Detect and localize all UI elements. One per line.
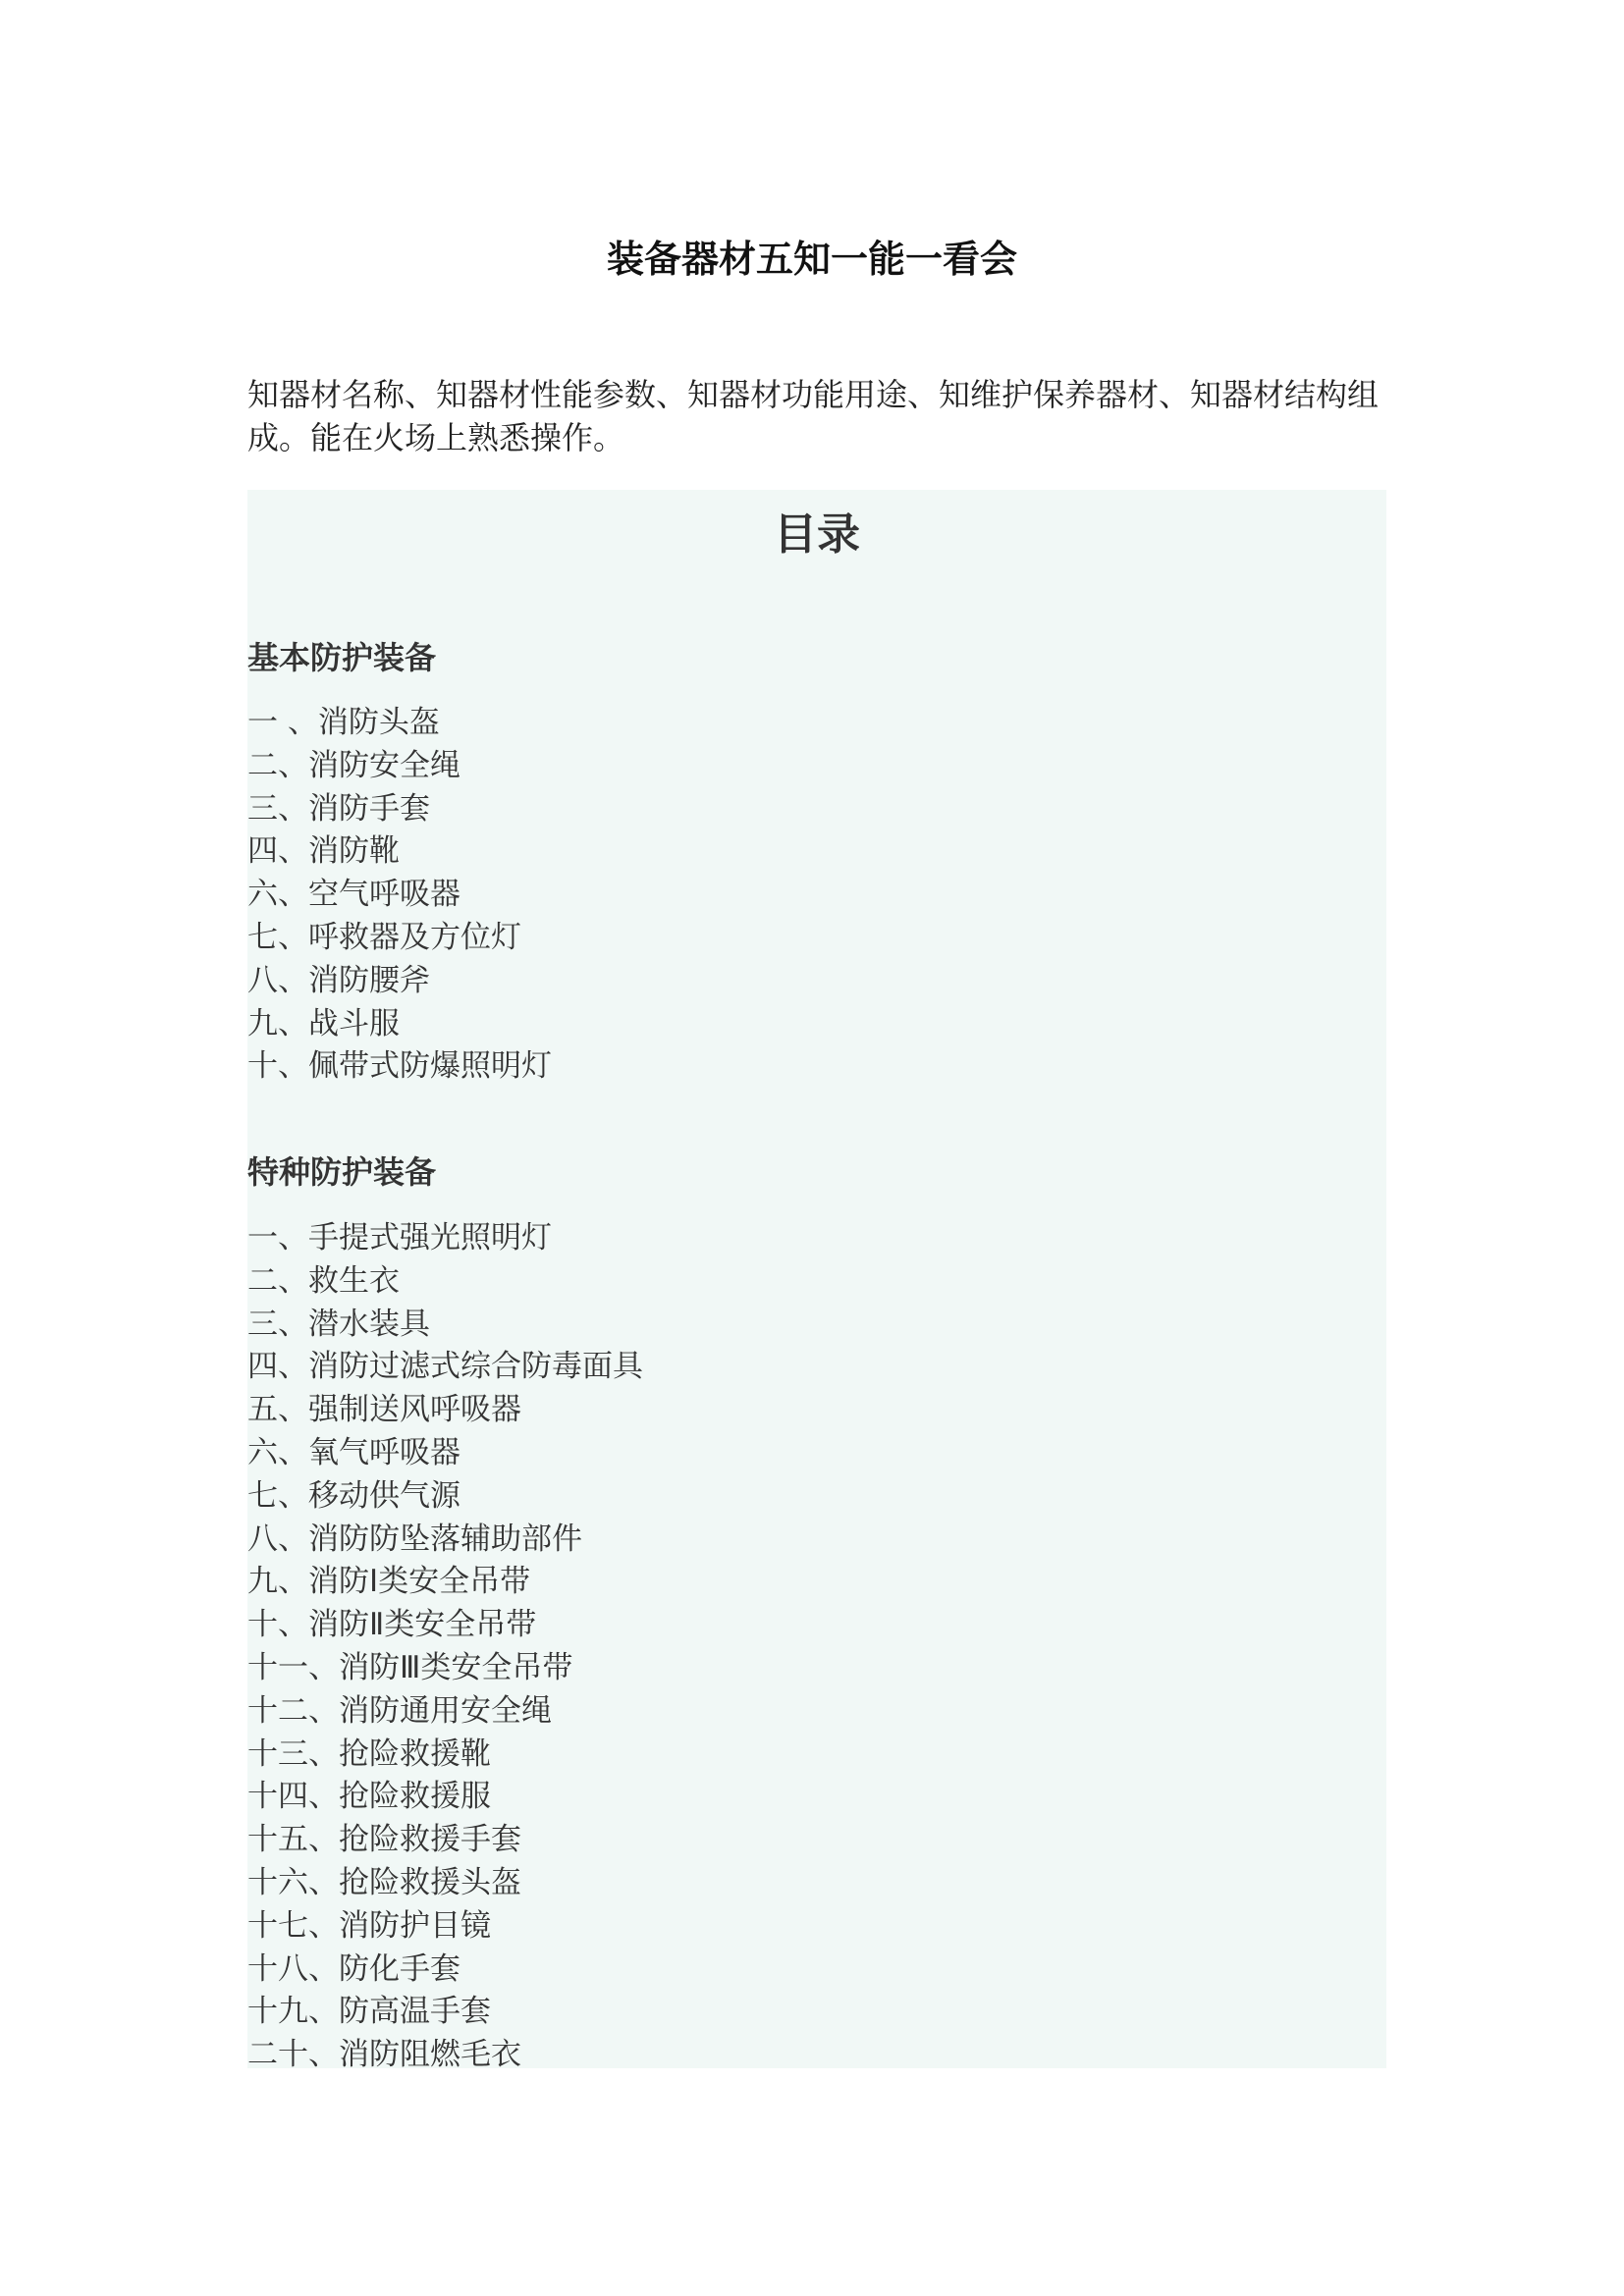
toc-item[interactable]: 十、消防Ⅱ类安全吊带 [247, 1607, 537, 1643]
toc-item[interactable]: 三、潜水装具 [247, 1306, 430, 1342]
toc-item[interactable]: 四、消防过滤式综合防毒面具 [247, 1349, 643, 1385]
section-heading-special-protection: 特种防护装备 [247, 1153, 437, 1191]
toc-item[interactable]: 九、战斗服 [247, 1005, 400, 1041]
toc-item[interactable]: 七、呼救器及方位灯 [247, 919, 521, 955]
toc-item[interactable]: 十四、抢险救援服 [247, 1779, 491, 1815]
toc-item[interactable]: 八、消防防坠落辅助部件 [247, 1521, 582, 1557]
toc-list-special-protection [247, 1217, 643, 2077]
toc-item[interactable]: 十五、抢险救援手套 [247, 1822, 521, 1858]
toc-title: 目录 [774, 509, 860, 560]
toc-item[interactable]: 五、强制送风呼吸器 [247, 1392, 521, 1428]
toc-list-basic-protection [247, 702, 552, 1089]
toc-item[interactable]: 十八、防化手套 [247, 1950, 460, 1987]
toc-item[interactable]: 七、移动供气源 [247, 1477, 460, 1514]
toc-item[interactable]: 四、消防靴 [247, 833, 400, 870]
toc-item[interactable]: 十三、抢险救援靴 [247, 1735, 491, 1772]
toc-item[interactable]: 十六、抢险救援头盔 [247, 1864, 521, 1900]
toc-item[interactable]: 三、消防手套 [247, 790, 430, 827]
section-heading-basic-protection: 基本防护装备 [247, 639, 437, 676]
toc-item[interactable]: 一 、消防头盔 [247, 705, 440, 740]
toc-item[interactable]: 六、空气呼吸器 [247, 877, 460, 913]
toc-item[interactable]: 八、消防腰斧 [247, 962, 430, 998]
toc-item[interactable]: 二十、消防阻燃毛衣 [247, 2037, 521, 2073]
toc-item[interactable]: 二、消防安全绳 [247, 747, 460, 783]
toc-item[interactable]: 二、救生衣 [247, 1262, 400, 1299]
toc-item[interactable]: 十一、消防Ⅲ类安全吊带 [247, 1649, 573, 1685]
toc-item[interactable]: 十九、防高温手套 [247, 1994, 491, 2030]
toc-item[interactable]: 一、手提式强光照明灯 [247, 1220, 552, 1255]
intro-paragraph: 知器材名称、知器材性能参数、知器材功能用途、知维护保养器材、知器材结构组成。能在火场上熟悉操作。 [247, 376, 1380, 456]
toc-item[interactable]: 九、消防Ⅰ类安全吊带 [247, 1564, 531, 1600]
toc-item[interactable]: 十、佩带式防爆照明灯 [247, 1048, 552, 1085]
toc-item[interactable]: 十二、消防通用安全绳 [247, 1692, 552, 1729]
toc-item[interactable]: 十七、消防护目镜 [247, 1907, 491, 1944]
toc-item[interactable]: 六、氧气呼吸器 [247, 1434, 460, 1470]
table-of-contents [247, 490, 1386, 2073]
page-title: 装备器材五知一能一看会 [606, 237, 1017, 281]
